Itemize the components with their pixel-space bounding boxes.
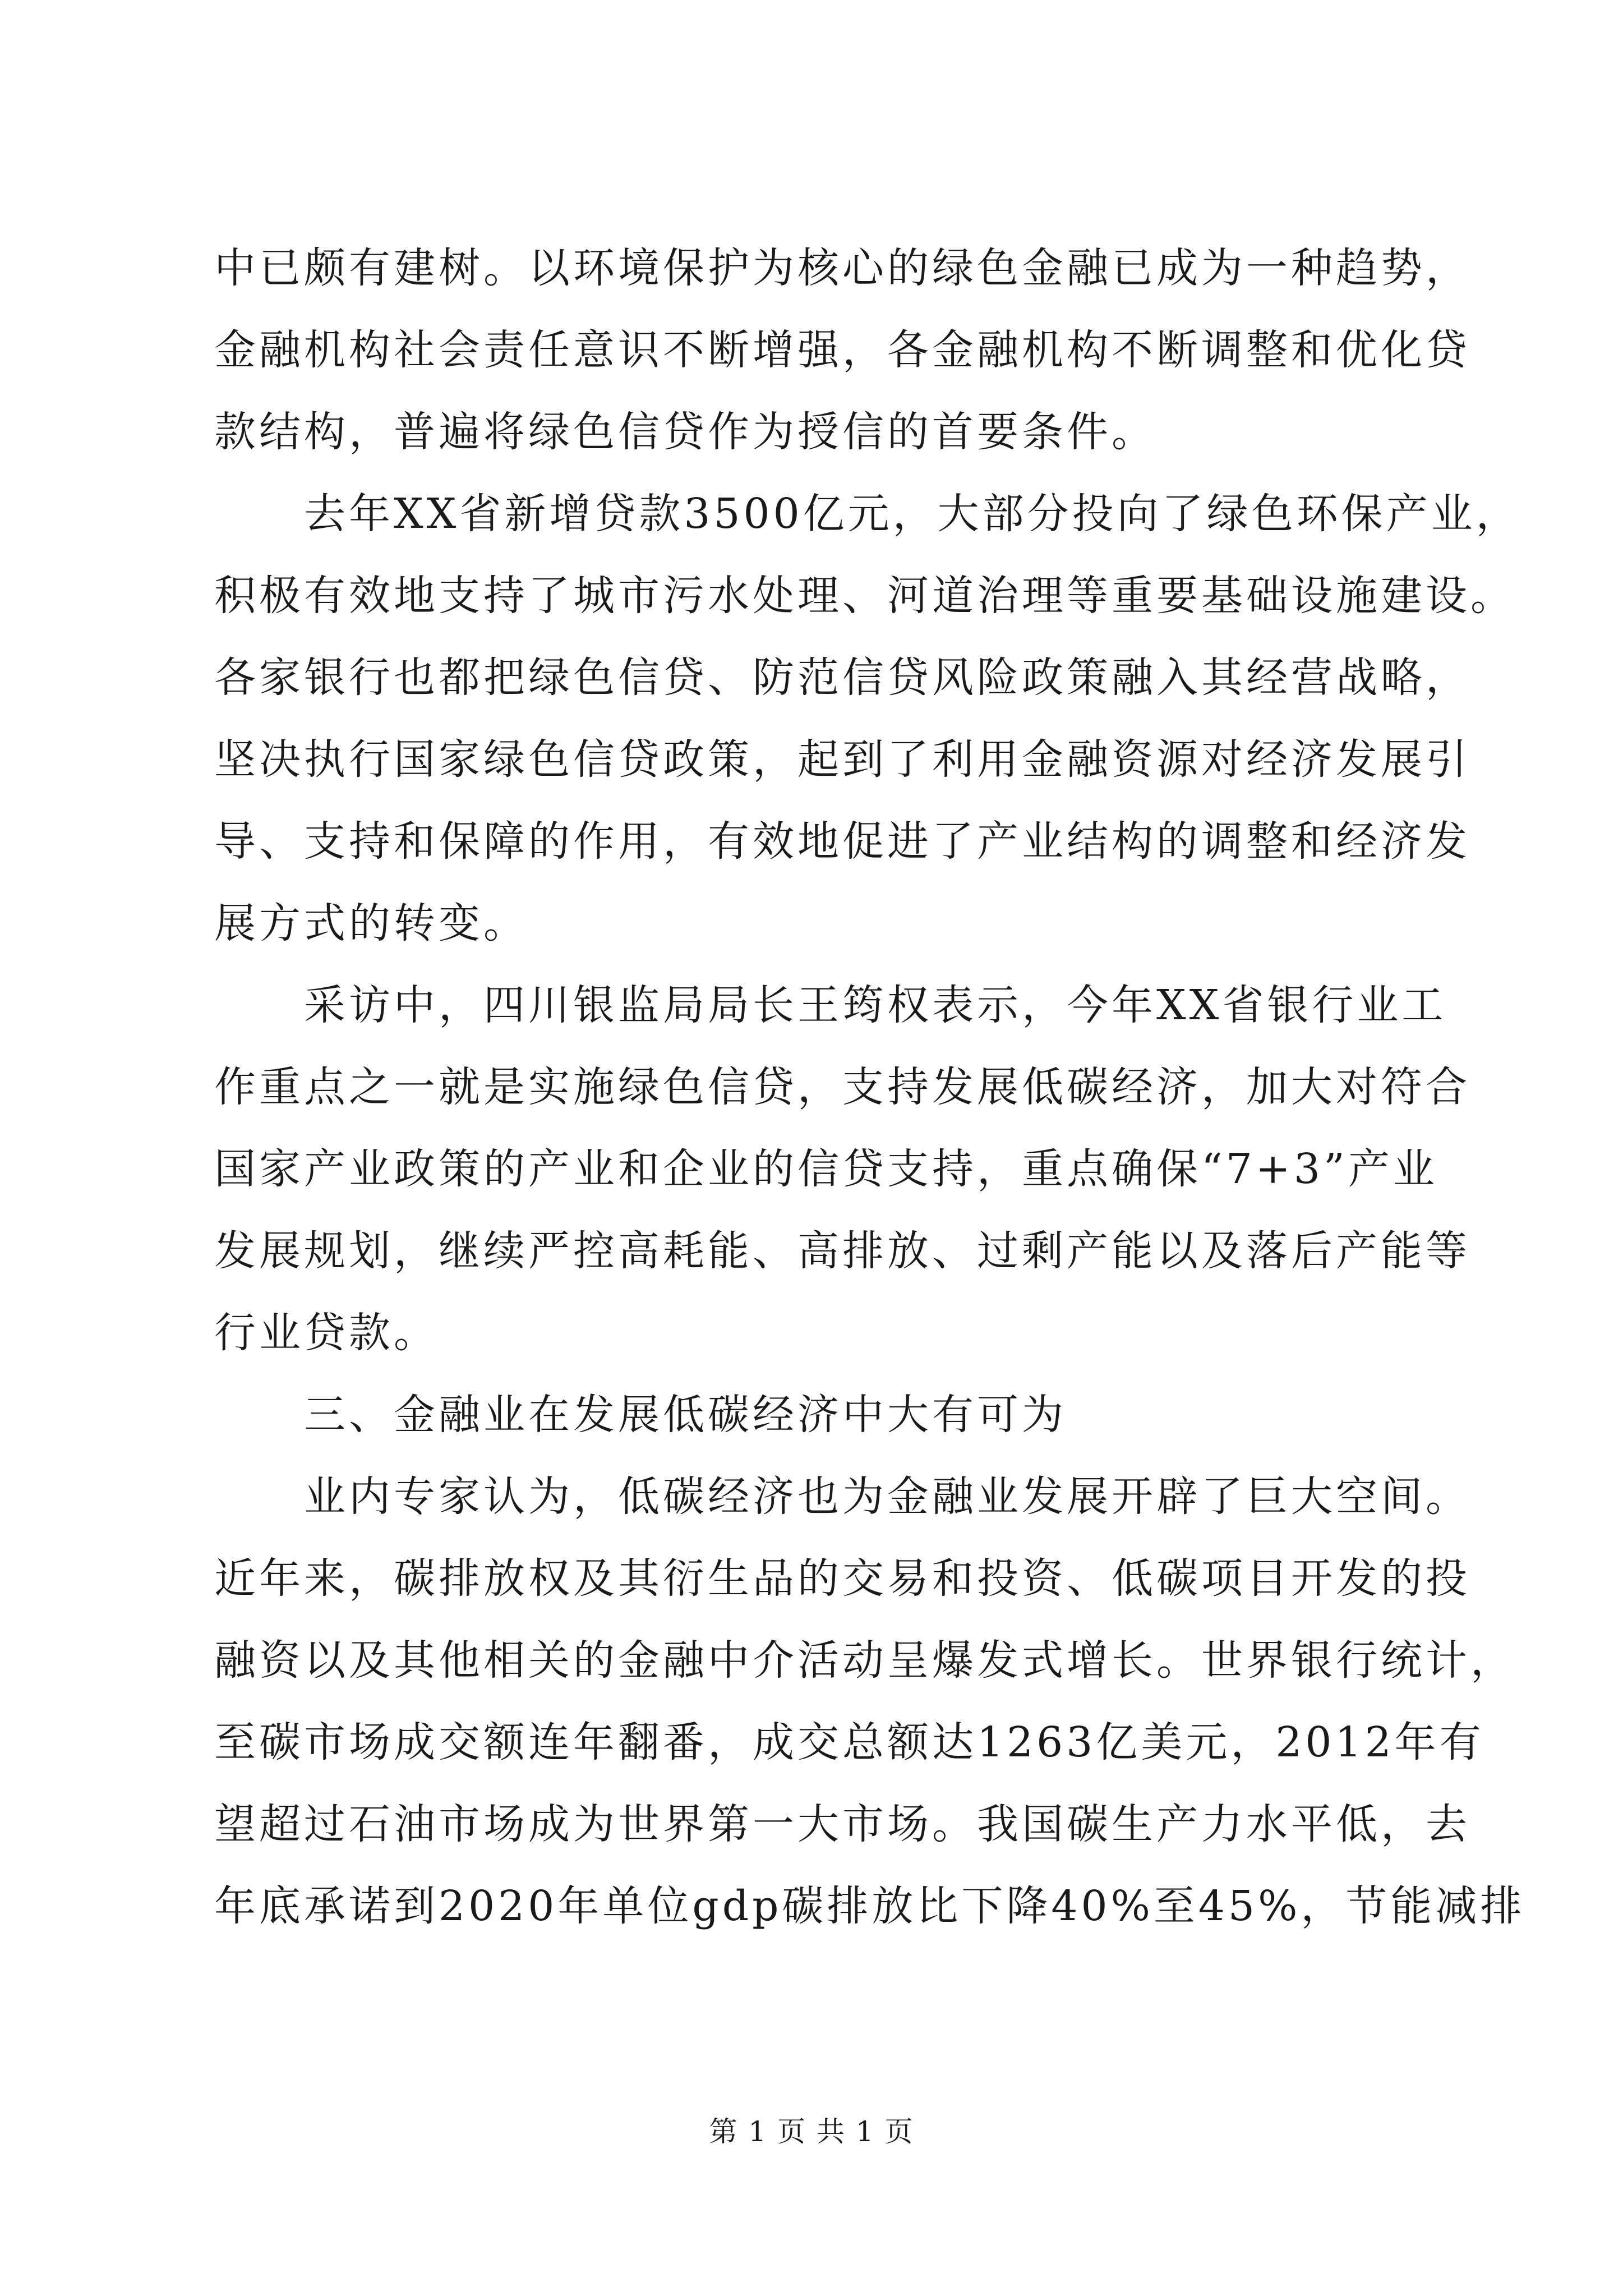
text-line: 行业贷款。 <box>214 1309 439 1357</box>
document-body <box>214 227 1525 1947</box>
text-line: 业内专家认为，低碳经济也为金融业发展开辟了巨大空间。 <box>304 1473 1470 1521</box>
text-line: 三、金融业在发展低碳经济中大有可为 <box>304 1391 1067 1439</box>
text-line: 至碳市场成交额连年翻番，成交总额达1263亿美元，2012年有 <box>214 1718 1484 1766</box>
text-line: 发展规划，继续严控高耗能、高排放、过剩产能以及落后产能等 <box>214 1227 1470 1275</box>
text-line: 近年来，碳排放权及其衍生品的交易和投资、低碳项目开发的投 <box>214 1554 1470 1603</box>
text-line: 各家银行也都把绿色信贷、防范信贷风险政策融入其经营战略， <box>214 654 1470 702</box>
text-line: 展方式的转变。 <box>214 899 528 947</box>
page-footer: 第 1 页 共 1 页 <box>709 2115 914 2148</box>
text-line: 款结构，普遍将绿色信贷作为授信的首要条件。 <box>214 408 1156 456</box>
text-line: 采访中，四川银监局局长王筠权表示，今年XX省银行业工 <box>304 981 1447 1029</box>
text-line: 作重点之一就是实施绿色信贷，支持发展低碳经济，加大对符合 <box>214 1063 1470 1111</box>
text-line: 融资以及其他相关的金融中介活动呈爆发式增长。世界银行统计， <box>214 1636 1515 1685</box>
text-line: 国家产业政策的产业和企业的信贷支持，重点确保“7+3”产业 <box>214 1145 1438 1193</box>
text-line: 金融机构社会责任意识不断增强，各金融机构不断调整和优化贷 <box>214 326 1470 374</box>
text-line: 中已颇有建树。以环境保护为核心的绿色金融已成为一种趋势， <box>214 244 1470 292</box>
text-line: 积极有效地支持了城市污水处理、河道治理等重要基础设施建设。 <box>214 572 1515 620</box>
text-line: 导、支持和保障的作用，有效地促进了产业结构的调整和经济发 <box>214 817 1470 866</box>
text-line: 年底承诺到2020年单位gdp碳排放比下降40%至45%，节能减排 <box>214 1882 1525 1930</box>
text-line: 去年XX省新增贷款3500亿元，大部分投向了绿色环保产业， <box>304 490 1521 538</box>
text-line: 坚决执行国家绿色信贷政策，起到了利用金融资源对经济发展引 <box>214 735 1470 784</box>
text-line: 望超过石油市场成为世界第一大市场。我国碳生产力水平低，去 <box>214 1800 1470 1848</box>
